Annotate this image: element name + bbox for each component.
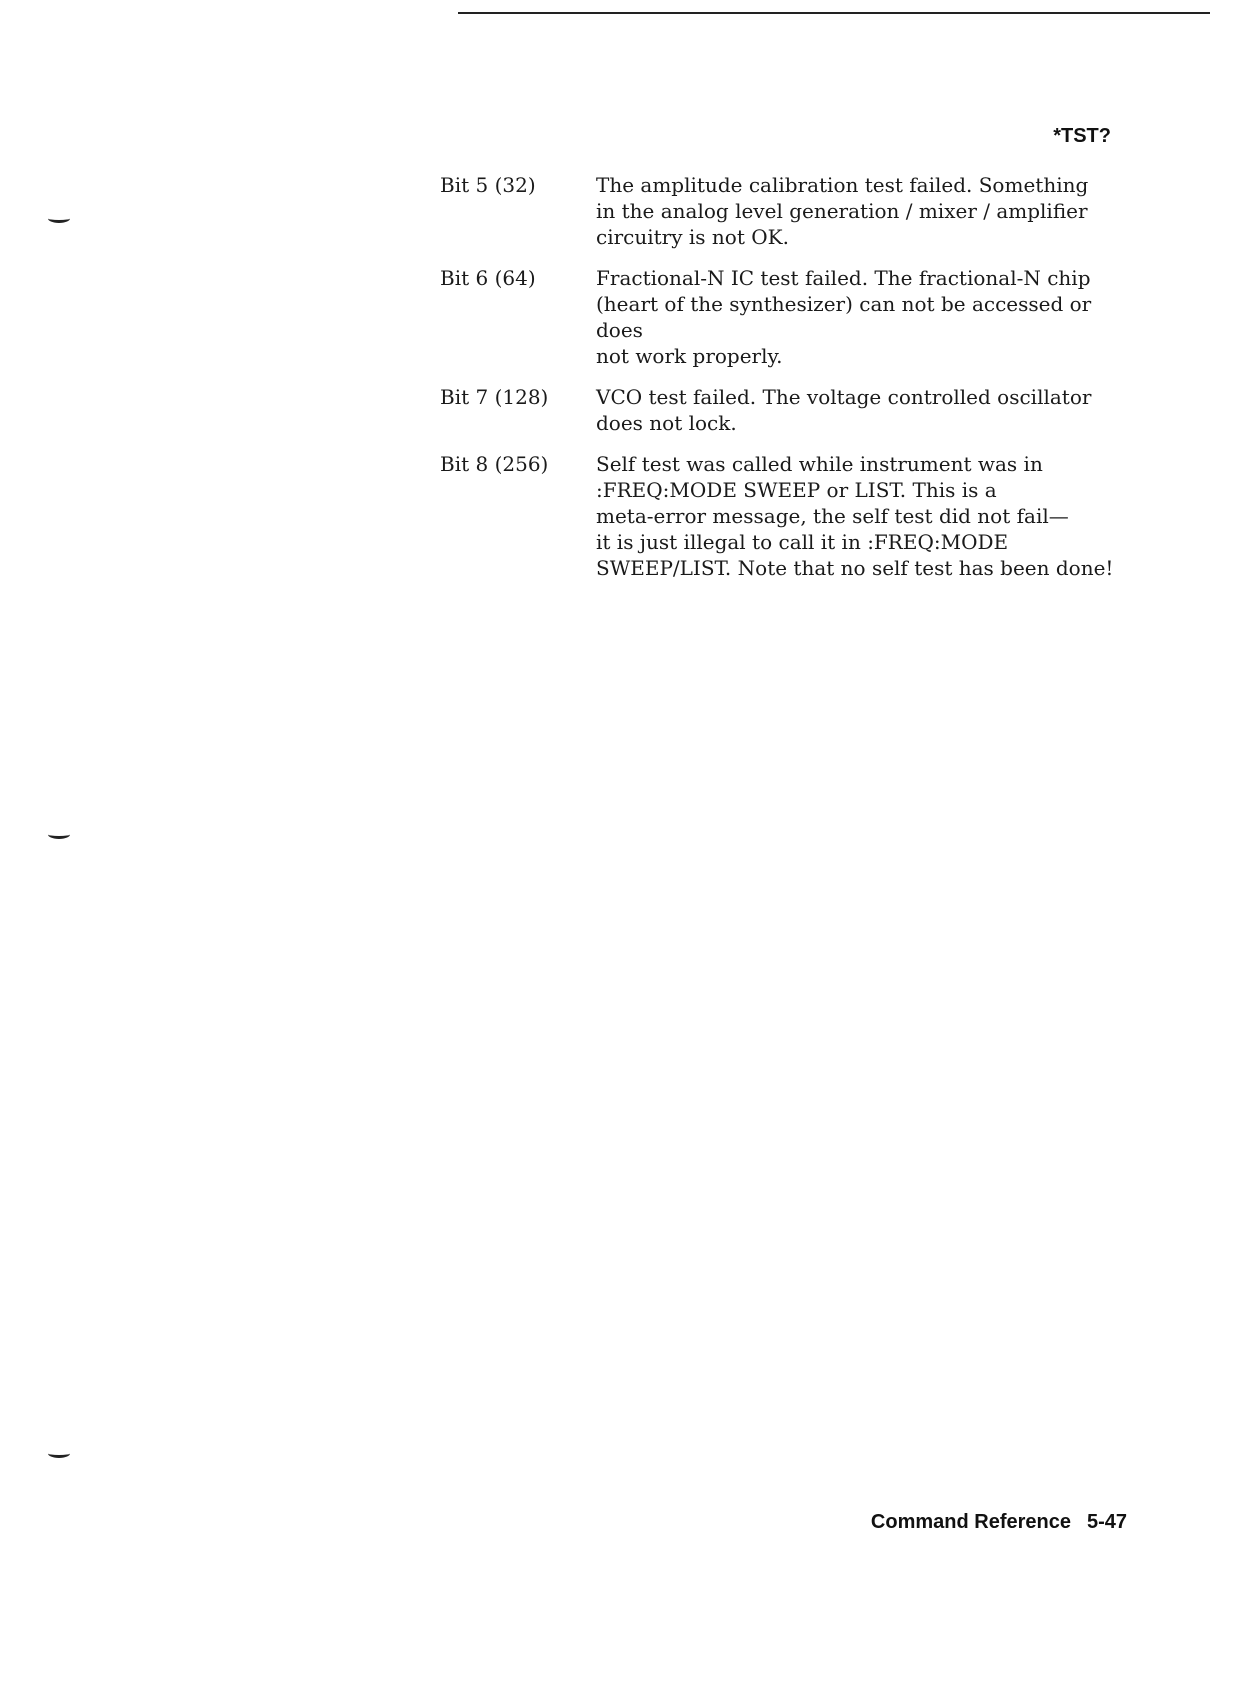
binding-hole-mark [48,830,70,839]
bit-label: Bit 8 (256) [440,452,549,476]
running-head: *TST? [1053,125,1111,147]
bit-row-5 [440,172,1140,250]
footer-section-title: Command Reference [870,1511,1071,1533]
bit-row-7 [440,384,1140,436]
bit-label: Bit 7 (128) [440,385,549,409]
bit-description: Self test was called while instrument was in :FREQ:MODE SWEEP or LIST. This is a meta-error message, the self test did not fail— it is just illegal to call it in :FREQ:MODE SWEEP/LIST. Note that no self test has been done! [596,452,1114,580]
binding-hole-mark [48,214,70,223]
bit-description: VCO test failed. The voltage controlled oscillator does not lock. [596,385,1092,435]
page-footer [871,1511,1127,1534]
bit-label: Bit 5 (32) [440,173,536,197]
binding-hole-mark [48,1449,70,1458]
bit-row-8 [440,451,1140,581]
bit-description: Fractional-N IC test failed. The fractional-N chip (heart of the synthesizer) can not be accessed or does not work properly. [596,266,1092,368]
bit-definition-list [440,172,1140,596]
bit-row-6 [440,265,1140,369]
page-number: 5-47 [1086,1511,1127,1533]
top-rule [458,12,1210,14]
bit-label: Bit 6 (64) [440,266,536,290]
bit-description: The amplitude calibration test failed. Something in the analog level generation / mixer / amplifier circuitry is not OK. [596,173,1089,249]
